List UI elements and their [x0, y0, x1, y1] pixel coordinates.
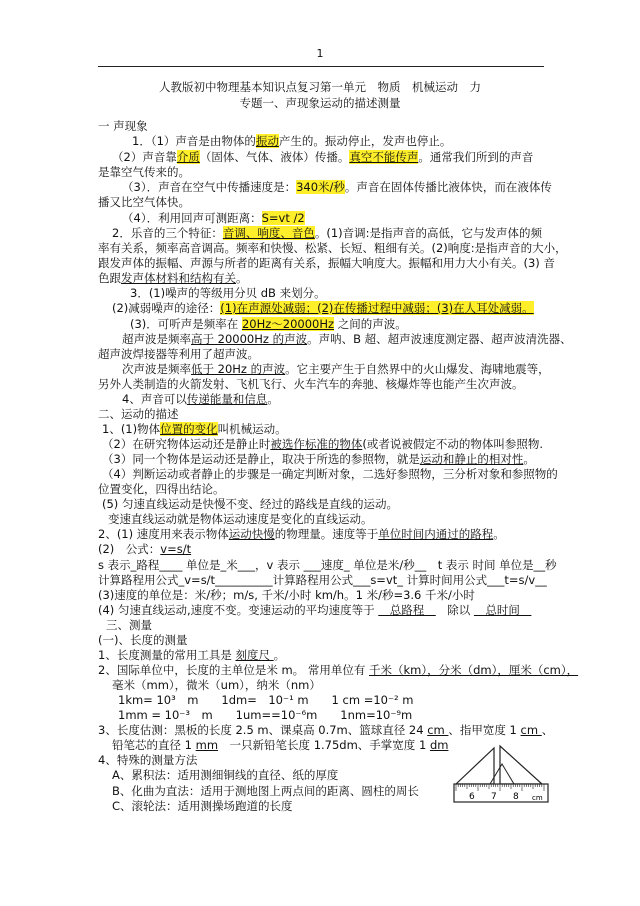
sec2-line: s 表示_路程____ 单位是_米___，v 表示 ___速度_ 单位是米/秒__ t 表示 时间 单位是__秒 — [98, 558, 557, 572]
ruler-label: 7 — [491, 792, 497, 802]
sec3-line: 1km= 10³ m 1dm= 10⁻¹ m 1 cm =10⁻² m — [118, 693, 414, 707]
sec3-line: B、化曲为直法：适用于测地图上两点间的距离、圆柱的周长 — [112, 784, 419, 798]
ruler-illustration — [452, 742, 552, 806]
sec1-line: (3)．可听声是频率在 20Hz～20000Hz 之间的声波。 — [130, 317, 407, 331]
sec1-line: 次声波是频率低于 20Hz 的声波。它主要产生于自然界中的火山爆发、海啸地震等， — [122, 362, 550, 376]
sec3-line: A、累积法：适用测细铜线的直径、纸的厚度 — [112, 768, 339, 782]
sec2-line: 变速直线运动就是物体运动速度是变化的直线运动。 — [108, 512, 373, 526]
sec2-line: (2) 公式：v=s/t — [98, 542, 192, 556]
sec2-line: （2）在研究物体运动还是静止时被选作标准的物体(或者说被假定不动的物体叫参照物. — [102, 437, 543, 451]
sec1-line: （3）．声音在空气中传播速度是：340米/秒。声音在固体传播比液体快，而在液体传 — [122, 180, 552, 194]
sec3-line: 铅笔芯的直径 1 mm 一只新铅笔长度 1.75dm、手掌宽度 1 dm — [112, 738, 449, 752]
sec3-line: 1mm = 10⁻³ m 1um==10⁻⁶m 1nm=10⁻⁹m — [118, 708, 413, 722]
sec2-line: 2、(1) 速度用来表示物体运动快慢的物理量。速度等于单位时间内通过的路程。 — [98, 527, 505, 541]
ruler-unit: cm — [532, 794, 543, 802]
set-square-right — [500, 746, 542, 784]
sec2-line: （3）同一个物体是运动还是静止，取决于所选的参照物，就是运动和静止的相对性。 — [102, 452, 535, 466]
sec1-line: 3．(1)噪声的等级用分贝 dB 来划分。 — [130, 286, 326, 300]
sec2-line: (3)速度的单位是：米/秒；m/s, 千米/小时 km/h。1 米/秒=3.6 千米/小时 — [98, 588, 475, 602]
sec1-line: (2)减弱噪声的途径：(1)在声源处减弱；(2)在传播过程中减弱；(3)在人耳处减弱。 — [112, 301, 534, 315]
sec3-subheading: (一)、长度的测量 — [98, 633, 188, 647]
sec3-line: 3、长度估测：黑板的长度 2.5 m、课桌高 0.7m、篮球直径 24 cm 、指甲宽度 1 cm 、 — [98, 723, 554, 737]
sec1-line: （4）．利用回声可测距离：S=vt /2 — [122, 211, 305, 225]
sec3-line: 4、特殊的测量方法 — [98, 753, 198, 767]
sec1-heading: 一 声现象 — [98, 119, 148, 133]
sec3-line: C、滚轮法：适用测操场跑道的长度 — [112, 799, 293, 813]
header-rule — [98, 66, 544, 67]
ruler-label: 8 — [513, 792, 519, 802]
sec2-line: （4）判断运动或者静止的步骤是一确定判断对象，二选好参照物，三分析对象和参照物的 — [102, 467, 558, 481]
sec1-line: 色跟发声体材料和结构有关。 — [98, 271, 248, 285]
sec1-line: 1．（1）声音是由物体的振动产生的。振动停止，发声也停止。 — [132, 134, 452, 148]
document-subtitle: 专题一、声现象运动的描述测量 — [239, 96, 401, 110]
sec1-line: 超声波是频率高于 20000Hz 的声波。声呐、B 超、超声波速度测定器、超声波清洗器、 — [122, 332, 572, 346]
sec1-line: 率有关系，频率高音调高。频率和快慢、松紧、长短、粗细有关。(2)响度:是指声音的大小， — [98, 241, 567, 255]
sec2-line: (4) 匀速直线运动,速度不变。变速运动的平均速度等于 总路程 除以 总时间 — [98, 603, 532, 617]
sec3-line: 2、国际单位中，长度的主单位是米 m。 常用单位有 千米（km），分米（dm），厘米（cm）， — [98, 663, 579, 677]
ruler-label: 6 — [469, 792, 475, 802]
sec3-line: 毫米（mm），微米（um），纳米（nm） — [112, 678, 321, 692]
sec2-heading: 二、运动的描述 — [98, 407, 179, 421]
sec3-heading: 三、测量 — [106, 618, 152, 632]
document-title: 人教版初中物理基本知识点复习第一单元 物质 机械运动 力 — [159, 80, 481, 94]
sec2-line: 位置变化，四得出结论。 — [98, 482, 225, 496]
sec1-line: 4、声音可以传递能量和信息。 — [122, 392, 279, 406]
sec3-line: 1、长度测量的常用工具是 刻度尺 。 — [98, 648, 286, 662]
sec1-line: 另外人类制造的火箭发射、飞机飞行、火车汽车的奔驰、核爆炸等也能产生次声波。 — [98, 377, 524, 391]
set-square-left — [456, 748, 494, 784]
sec2-line: 1、(1)物体位置的变化叫机械运动。 — [102, 422, 287, 436]
sec1-line: 是靠空气传来的。 — [98, 165, 190, 179]
sec2-line: (5) 匀速直线运动是快慢不变、经过的路线是直线的运动。 — [102, 497, 398, 511]
sec1-line: 超声波焊接器等利用了超声波。 — [98, 347, 259, 361]
sec1-line: 播又比空气体快。 — [98, 195, 190, 209]
sec2-line: 计算路程用公式_v=s/t__________计算路程用公式___s=vt_ 计算时间用公式___t=s/v__ — [98, 573, 547, 587]
page-number: 1 — [316, 47, 324, 60]
sec1-line: 跟发声体的振幅、声源与所者的距离有关系，振幅大响度大。振幅和用力大小有关。(3) 音 — [98, 256, 555, 270]
sec1-line: （2）声音靠介质（固体、气体、液体）传播。真空不能传声。通常我们所到的声音 — [112, 150, 534, 164]
sec1-line: 2．乐音的三个特征：音调、响度、音色。(1)音调:是指声音的高低，它与发声体的频 — [112, 226, 542, 240]
